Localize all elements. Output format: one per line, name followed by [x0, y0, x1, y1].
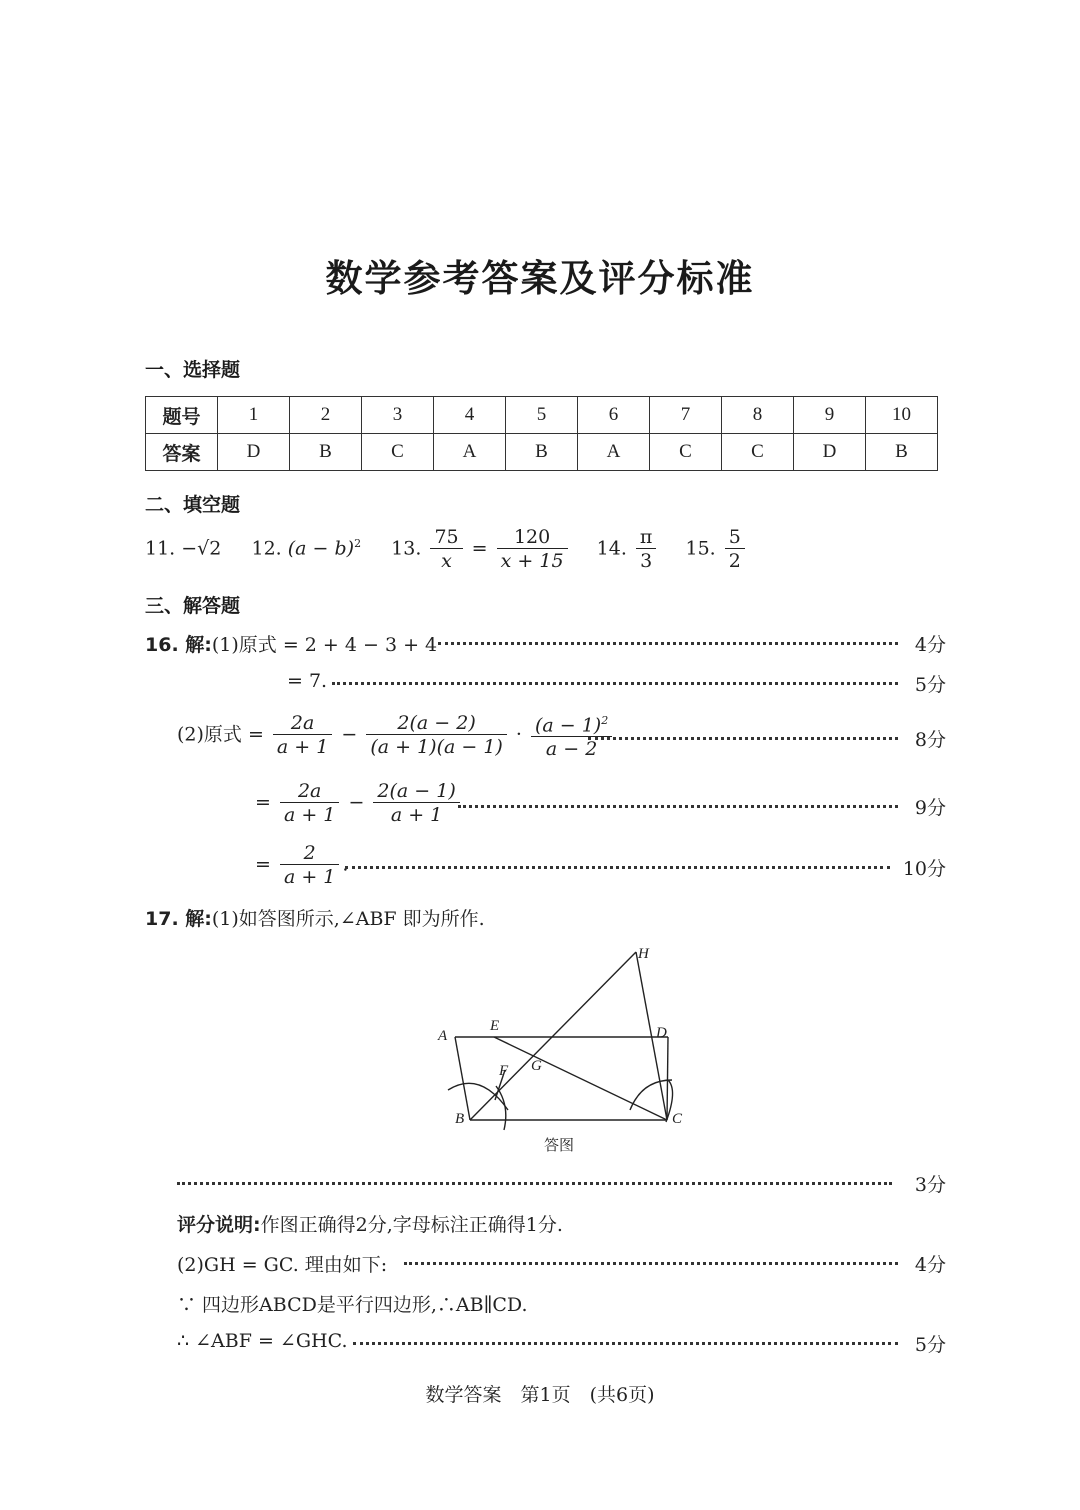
denominator: a + 1 — [373, 802, 459, 827]
q15-number: 15. — [685, 537, 716, 560]
q16-p1-expression: (1)原式 = 2 + 4 − 3 + 4 — [211, 634, 438, 656]
q16-heading: 16. 解: — [145, 634, 212, 656]
numerator: 2(a − 1) — [377, 780, 456, 802]
fraction — [366, 712, 506, 759]
q14-number: 14. — [596, 537, 627, 560]
denominator: a + 1 — [280, 802, 339, 827]
numerator: (a − 1) — [534, 714, 602, 737]
q17-because-line: ∵ 四边形ABCD是平行四边形,∴AB∥CD. — [177, 1294, 528, 1316]
dotted-leader — [438, 642, 898, 645]
dotted-leader — [345, 866, 890, 869]
table-cell: B — [290, 434, 362, 471]
section-heading-choice: 一、选择题 — [145, 359, 241, 381]
denominator: x + 15 — [497, 548, 568, 573]
dotted-leader — [404, 1262, 898, 1265]
table-cell: 3 — [362, 397, 434, 434]
score-label: 3分 — [914, 1174, 946, 1196]
denominator: a + 1 — [273, 734, 332, 759]
q14-fraction — [636, 526, 657, 573]
dotted-leader — [353, 1342, 898, 1345]
q13-equals: = — [471, 537, 488, 560]
exponent: 2 — [601, 714, 609, 727]
q11-answer: −√2 — [181, 537, 222, 560]
q11-number: 11. — [145, 537, 176, 560]
fraction — [273, 712, 332, 759]
note-label: 评分说明: — [177, 1214, 261, 1236]
table-cell: 8 — [722, 397, 794, 434]
fraction — [280, 780, 339, 827]
table-header-cell: 题号 — [146, 397, 218, 434]
q12-exponent: 2 — [354, 537, 362, 551]
q12-number: 12. — [251, 537, 282, 560]
dotted-leader — [588, 737, 898, 740]
score-label: 9分 — [914, 797, 946, 819]
denominator: a − 2 — [531, 736, 612, 761]
denominator: x — [430, 548, 462, 573]
segment-EC — [494, 1037, 667, 1120]
page-title: 数学参考答案及评分标准 — [325, 257, 755, 300]
section-heading-solution: 三、解答题 — [145, 595, 241, 617]
point-label-F: F — [499, 1063, 509, 1079]
point-label-D: D — [656, 1025, 667, 1041]
q17-therefore-line: ∴ ∠ABF = ∠GHC. — [177, 1330, 348, 1352]
dotted-leader — [177, 1182, 892, 1185]
choice-answer-table — [145, 396, 938, 471]
minus-sign: − — [348, 791, 365, 814]
figure-caption: 答图 — [544, 1136, 575, 1154]
note-text: 作图正确得2分,字母标注正确得1分. — [260, 1214, 563, 1236]
score-label: 10分 — [902, 858, 946, 880]
fraction — [531, 710, 612, 761]
period: . — [342, 853, 349, 876]
table-cell: 6 — [578, 397, 650, 434]
table-cell: A — [578, 434, 650, 471]
table-header-cell: 答案 — [146, 434, 218, 471]
denominator: a + 1 — [280, 864, 339, 889]
table-cell: 2 — [290, 397, 362, 434]
table-cell: 7 — [650, 397, 722, 434]
point-label-E: E — [490, 1018, 500, 1034]
numerator: 2a — [290, 712, 315, 735]
numerator: 2a — [297, 780, 322, 802]
q17-p2: (2)GH = GC. 理由如下: — [177, 1254, 388, 1276]
q16-line-1 — [145, 630, 437, 657]
q17-scoring-note — [177, 1210, 563, 1237]
table-cell: 9 — [794, 397, 866, 434]
numerator: π — [639, 526, 653, 548]
table-row-answers — [146, 434, 938, 471]
page-footer: 数学答案 第1页 (共6页) — [425, 1384, 655, 1406]
numerator: 5 — [728, 526, 741, 548]
score-label: 4分 — [914, 634, 946, 656]
table-row-numbers — [146, 397, 938, 434]
table-cell: A — [434, 434, 506, 471]
score-label: 5分 — [914, 1334, 946, 1356]
q17-p1-text: (1)如答图所示,∠ABF 即为所作. — [211, 908, 485, 930]
numerator: 75 — [434, 526, 459, 548]
table-cell: C — [362, 434, 434, 471]
score-label: 4分 — [914, 1254, 946, 1276]
dotted-leader — [332, 682, 898, 685]
table-cell: 4 — [434, 397, 506, 434]
q13-fraction-left — [430, 526, 462, 573]
fraction — [280, 842, 339, 889]
q16-line-5 — [255, 842, 348, 889]
table-cell: B — [866, 434, 938, 471]
q17-heading: 17. 解: — [145, 908, 212, 930]
score-label: 5分 — [914, 674, 946, 696]
table-cell: D — [218, 434, 290, 471]
denominator: 3 — [636, 548, 657, 573]
q13-number: 13. — [391, 537, 422, 560]
q16-line-3 — [177, 710, 615, 761]
point-label-B: B — [455, 1111, 465, 1127]
point-label-H: H — [638, 946, 649, 962]
section-heading-fill: 二、填空题 — [145, 494, 241, 516]
fill-answers-line — [145, 526, 748, 573]
q13-fraction-right — [497, 526, 568, 573]
q16-p2-lead: (2)原式 = — [177, 723, 264, 746]
minus-sign: − — [341, 723, 358, 746]
fraction — [373, 780, 459, 827]
segment-AB — [455, 1037, 470, 1120]
table-cell: B — [506, 434, 578, 471]
numerator: 2 — [303, 842, 316, 864]
multiply-dot: · — [515, 723, 522, 746]
table-cell: 10 — [866, 397, 938, 434]
q16-line-4 — [255, 780, 463, 827]
dotted-leader — [458, 805, 898, 808]
table-cell: 5 — [506, 397, 578, 434]
segment-DC — [667, 1037, 668, 1120]
equals-sign: = — [255, 791, 271, 814]
q16-line-2: = 7. — [287, 670, 328, 692]
numerator: 120 — [513, 526, 551, 548]
equals-sign: = — [255, 853, 271, 876]
point-label-G: G — [531, 1058, 542, 1074]
q12-answer: (a − b) — [287, 537, 355, 560]
table-cell: C — [722, 434, 794, 471]
table-cell: 1 — [218, 397, 290, 434]
numerator: 2(a − 2) — [397, 712, 476, 735]
denominator: (a + 1)(a − 1) — [366, 734, 506, 759]
q15-fraction — [725, 526, 745, 573]
point-label-C: C — [672, 1111, 683, 1127]
point-label-A: A — [438, 1028, 448, 1044]
table-cell: D — [794, 434, 866, 471]
score-label: 8分 — [914, 729, 946, 751]
q17-line-1 — [145, 904, 485, 931]
table-cell: C — [650, 434, 722, 471]
denominator: 2 — [725, 548, 745, 573]
